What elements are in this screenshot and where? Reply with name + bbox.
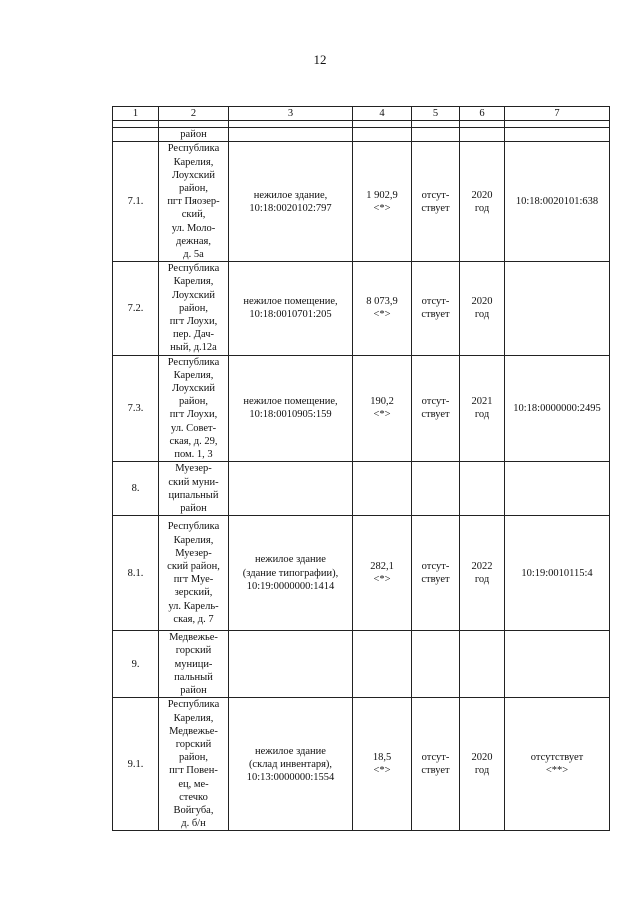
year-cell: 2020 год <box>460 262 505 355</box>
year-cell: 2020 год <box>460 142 505 262</box>
continuation-row <box>113 128 610 142</box>
row-number: 9.1. <box>113 698 159 831</box>
spacer-cell <box>353 121 412 128</box>
encumbrance-cell <box>412 631 460 698</box>
header-col-7: 7 <box>505 107 610 121</box>
address-cell: Республика Карелия, Лоухский район, пгт Лоухи, пер. Дач- ный, д.12а <box>159 262 229 355</box>
row-number: 7.1. <box>113 142 159 262</box>
spacer-cell <box>412 121 460 128</box>
cell-year <box>460 128 505 142</box>
spacer-row <box>113 121 610 128</box>
area-cell <box>353 462 412 516</box>
table-row <box>113 516 610 631</box>
address-cell: Республика Карелия, Медвежье- горский район, пгт Повен- ец, ме- стечко Войгуба, д. б/н <box>159 698 229 831</box>
encumbrance-cell <box>412 462 460 516</box>
encumbrance-cell: отсут- ствует <box>412 516 460 631</box>
object-cell: нежилое здание (склад инвентаря), 10:13:0000000:1554 <box>229 698 353 831</box>
cadastral-cell: 10:18:0000000:2495 <box>505 355 610 462</box>
header-col-6: 6 <box>460 107 505 121</box>
cell-cadastral <box>505 128 610 142</box>
address-cell: Муезер- ский муни- ципальный район <box>159 462 229 516</box>
spacer-cell <box>113 121 159 128</box>
table-row <box>113 142 610 262</box>
cadastral-cell <box>505 462 610 516</box>
property-table <box>112 106 610 831</box>
header-col-2: 2 <box>159 107 229 121</box>
address-cell: Республика Карелия, Лоухский район, пгт Лоухи, ул. Совет- ская, д. 29, пом. 1, 3 <box>159 355 229 462</box>
row-number: 7.3. <box>113 355 159 462</box>
object-cell: нежилое здание (здание типографии), 10:19:0000000:1414 <box>229 516 353 631</box>
cell-encumbrance <box>412 128 460 142</box>
header-row <box>113 107 610 121</box>
year-cell <box>460 462 505 516</box>
area-cell: 18,5 <*> <box>353 698 412 831</box>
table-row <box>113 462 610 516</box>
cadastral-cell <box>505 631 610 698</box>
address-cell: Медвежье- горский муници- пальный район <box>159 631 229 698</box>
cadastral-cell: 10:19:0010115:4 <box>505 516 610 631</box>
year-cell: 2021 год <box>460 355 505 462</box>
year-cell: 2022 год <box>460 516 505 631</box>
cell-object <box>229 128 353 142</box>
area-cell: 8 073,9 <*> <box>353 262 412 355</box>
header-col-3: 3 <box>229 107 353 121</box>
spacer-cell <box>505 121 610 128</box>
continuation-label: район <box>159 128 229 142</box>
row-number: 9. <box>113 631 159 698</box>
spacer-cell <box>460 121 505 128</box>
area-cell <box>353 631 412 698</box>
table-row <box>113 631 610 698</box>
table-row <box>113 698 610 831</box>
cell-area <box>353 128 412 142</box>
spacer-cell <box>229 121 353 128</box>
table-row <box>113 262 610 355</box>
encumbrance-cell: отсут- ствует <box>412 142 460 262</box>
page-number: 12 <box>313 52 327 67</box>
year-cell: 2020 год <box>460 698 505 831</box>
encumbrance-cell: отсут- ствует <box>412 262 460 355</box>
header-col-4: 4 <box>353 107 412 121</box>
cadastral-cell <box>505 262 610 355</box>
row-number: 8.1. <box>113 516 159 631</box>
object-cell: нежилое здание, 10:18:0020102:797 <box>229 142 353 262</box>
object-cell: нежилое помещение, 10:18:0010905:159 <box>229 355 353 462</box>
area-cell: 1 902,9 <*> <box>353 142 412 262</box>
object-cell <box>229 462 353 516</box>
spacer-cell <box>159 121 229 128</box>
area-cell: 190,2 <*> <box>353 355 412 462</box>
area-cell: 282,1 <*> <box>353 516 412 631</box>
cadastral-cell: отсутствует <**> <box>505 698 610 831</box>
row-number: 8. <box>113 462 159 516</box>
year-cell <box>460 631 505 698</box>
encumbrance-cell: отсут- ствует <box>412 355 460 462</box>
address-cell: Республика Карелия, Лоухский район, пгт Пяозер- ский, ул. Моло- дежная, д. 5а <box>159 142 229 262</box>
object-cell: нежилое помещение, 10:18:0010701:205 <box>229 262 353 355</box>
cell-num <box>113 128 159 142</box>
address-cell: Республика Карелия, Муезер- ский район, пгт Муе- зерский, ул. Карель- ская, д. 7 <box>159 516 229 631</box>
object-cell <box>229 631 353 698</box>
encumbrance-cell: отсут- ствует <box>412 698 460 831</box>
table-row <box>113 355 610 462</box>
cadastral-cell: 10:18:0020101:638 <box>505 142 610 262</box>
row-number: 7.2. <box>113 262 159 355</box>
header-col-5: 5 <box>412 107 460 121</box>
header-col-1: 1 <box>113 107 159 121</box>
